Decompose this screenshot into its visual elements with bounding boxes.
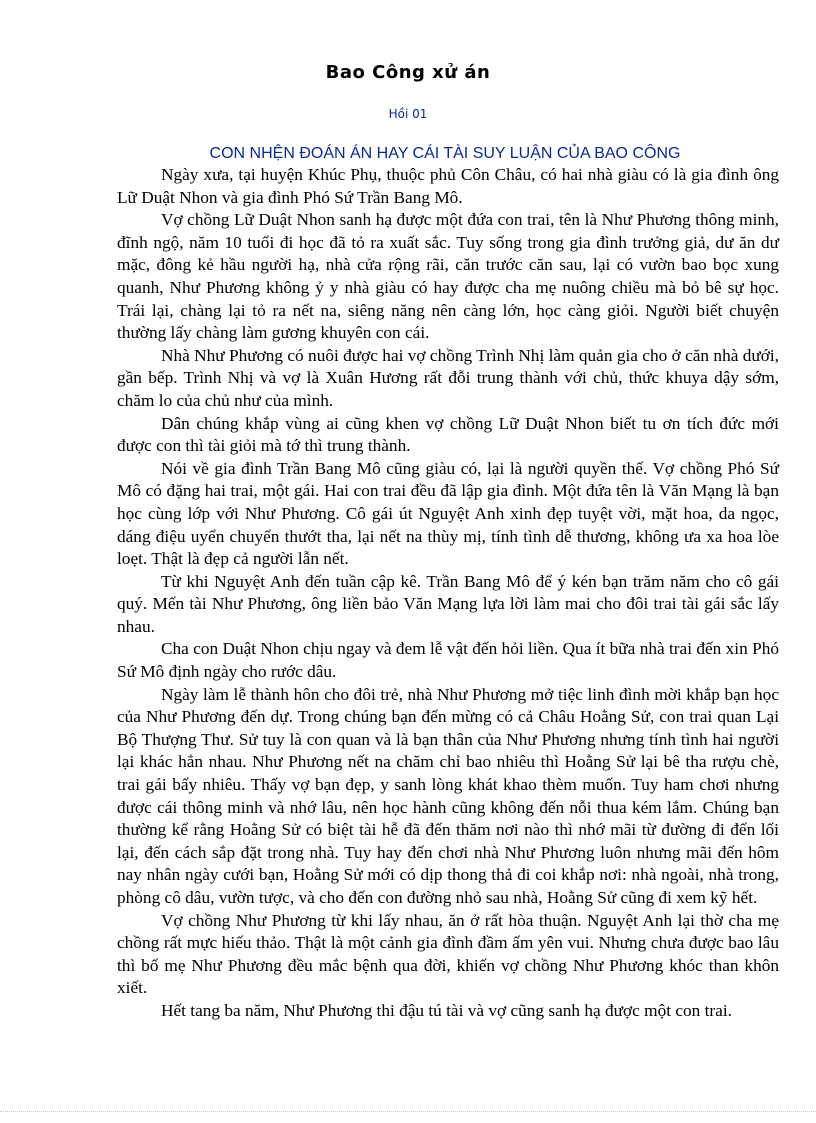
paragraph: Nhà Như Phương có nuôi được hai vợ chồng Trình Nhị làm quản gia cho ở căn nhà dưới, gần bếp. Trình Nhị và vợ là Xuân Hương rất đỗi trung thành với chủ, thức khuya dậy sớm, chăm lo của chủ như của mình. — [117, 345, 779, 410]
paragraph: Ngày làm lễ thành hôn cho đôi trẻ, nhà Như Phương mở tiệc linh đình mời khắp bạn học của Như Phương đến dự. Trong chúng bạn đến mừng có cả Châu Hoằng Sử, con trai quan Lại Bộ Thượng Thư. Sử tuy là con quan và là bạn thân của Như Phương nhưng tính tình hai người lại khác hẳn nhau. Như Phương nết na chăm chỉ bao nhiêu thì Hoằng Sử lại bê tha rượu chè, trai gái bấy nhiêu. Thấy vợ bạn đẹp, y sanh lòng khát khao thèm muốn. Tuy ham chơi nhưng được cái thông minh và nhớ lâu, nên học hành cũng không đến nỗi thua kém lắm. Chúng bạn thường kể rằng Hoằng Sử có biệt tài hễ đã đến thăm nơi nào thì nhớ mãi từ đường đi đến lối lại, đến cách sắp đặt trong nhà. Tuy hay đến chơi nhà Như Phương luôn nhưng mãi đến hôm nay nhân ngày cưới bạn, Hoằng Sử mới có dịp thong thả đi coi khắp nơi: nhà ngoài, nhà trong, phòng cô dâu, vườn tược, và cho đến con đường nhỏ sau nhà, Hoằng Sử cũng đi xem kỹ hết. — [117, 684, 779, 907]
paragraph: Ngày xưa, tại huyện Khúc Phụ, thuộc phủ Côn Châu, có hai nhà giàu có là gia đình ông Lữ Duật Nhon và gia đình Phó Sứ Trần Bang Mô. — [117, 165, 779, 207]
chapter-label: Hồi 01 — [388, 107, 428, 121]
document-title: Bao Công xử án — [325, 62, 491, 83]
paragraph: Cha con Duật Nhon chịu ngay và đem lễ vật đến hỏi liền. Qua ít bữa nhà trai đến xin Phó Sứ Mô định ngày cho rước dâu. — [117, 639, 779, 682]
paragraph: Hết tang ba năm, Như Phương thi đậu tú tài và vợ cũng sanh hạ được một con trai. — [161, 1000, 732, 1020]
paragraph: Vợ chồng Như Phương từ khi lấy nhau, ăn ở rất hòa thuận. Nguyệt Anh lại thờ cha mẹ chồng rất mực hiếu thảo. Thật là một cảnh gia đình đầm ấm yên vui. Nhưng chưa được bao lâu thì bố mẹ Như Phương đều mắc bệnh qua đời, khiến vợ chồng Như Phương khóc than khôn xiết. — [117, 910, 779, 998]
paragraph: Vợ chồng Lữ Duật Nhon sanh hạ được một đứa con trai, tên là Như Phương thông minh, đĩnh ngộ, năm 10 tuổi đi học đã tỏ ra xuất sắc. Tuy sống trong gia đình trưởng giả, dư ăn dư mặc, đông kẻ hầu người hạ, nhà cửa rộng rãi, căn trước căn sau, lại có vườn bao bọc xung quanh, Như Phương không ỷ y nhà giàu có hay được cha mẹ nuông chiều mà bỏ bê sự học. Trái lại, chàng lại tỏ ra nết na, siêng năng nên càng lớn, học càng giỏi. Người biết chuyện thường lấy chàng làm gương khuyên con cái. — [117, 210, 779, 343]
paragraph: Từ khi Nguyệt Anh đến tuần cập kê. Trần Bang Mô để ý kén bạn trăm năm cho cô gái quý. Mến tài Như Phương, ông liền bảo Văn Mạng lựa lời làm mai cho đôi trai tài gái sắc lấy nhau. — [117, 571, 779, 636]
paragraph: Nói về gia đình Trần Bang Mô cũng giàu có, lại là người quyền thế. Vợ chồng Phó Sứ Mô có đặng hai trai, một gái. Hai con trai đều đã lập gia đình. Một đứa tên là Văn Mạng là bạn học cùng lớp với Như Phương. Cô gái út Nguyệt Anh xinh đẹp tuyệt vời, mặt hoa, da ngọc, dáng điệu uyển chuyển thướt tha, lại nết na thùy mị, tính tình dễ thương, không ưa xa hoa lòe loẹt. Thật là đẹp cả người lẫn nết. — [117, 458, 779, 569]
page-bottom-rule — [0, 1111, 816, 1112]
paragraph: Dân chúng khắp vùng ai cũng khen vợ chồng Lữ Duật Nhon biết tu ơn tích đức mới được con thì tài giỏi mà tớ thì trung thành. — [117, 413, 779, 456]
body-text — [117, 164, 779, 1023]
section-heading: CON NHỆN ĐOÁN ÁN HAY CÁI TÀI SUY LUẬN CỦA BAO CÔNG — [209, 145, 681, 162]
